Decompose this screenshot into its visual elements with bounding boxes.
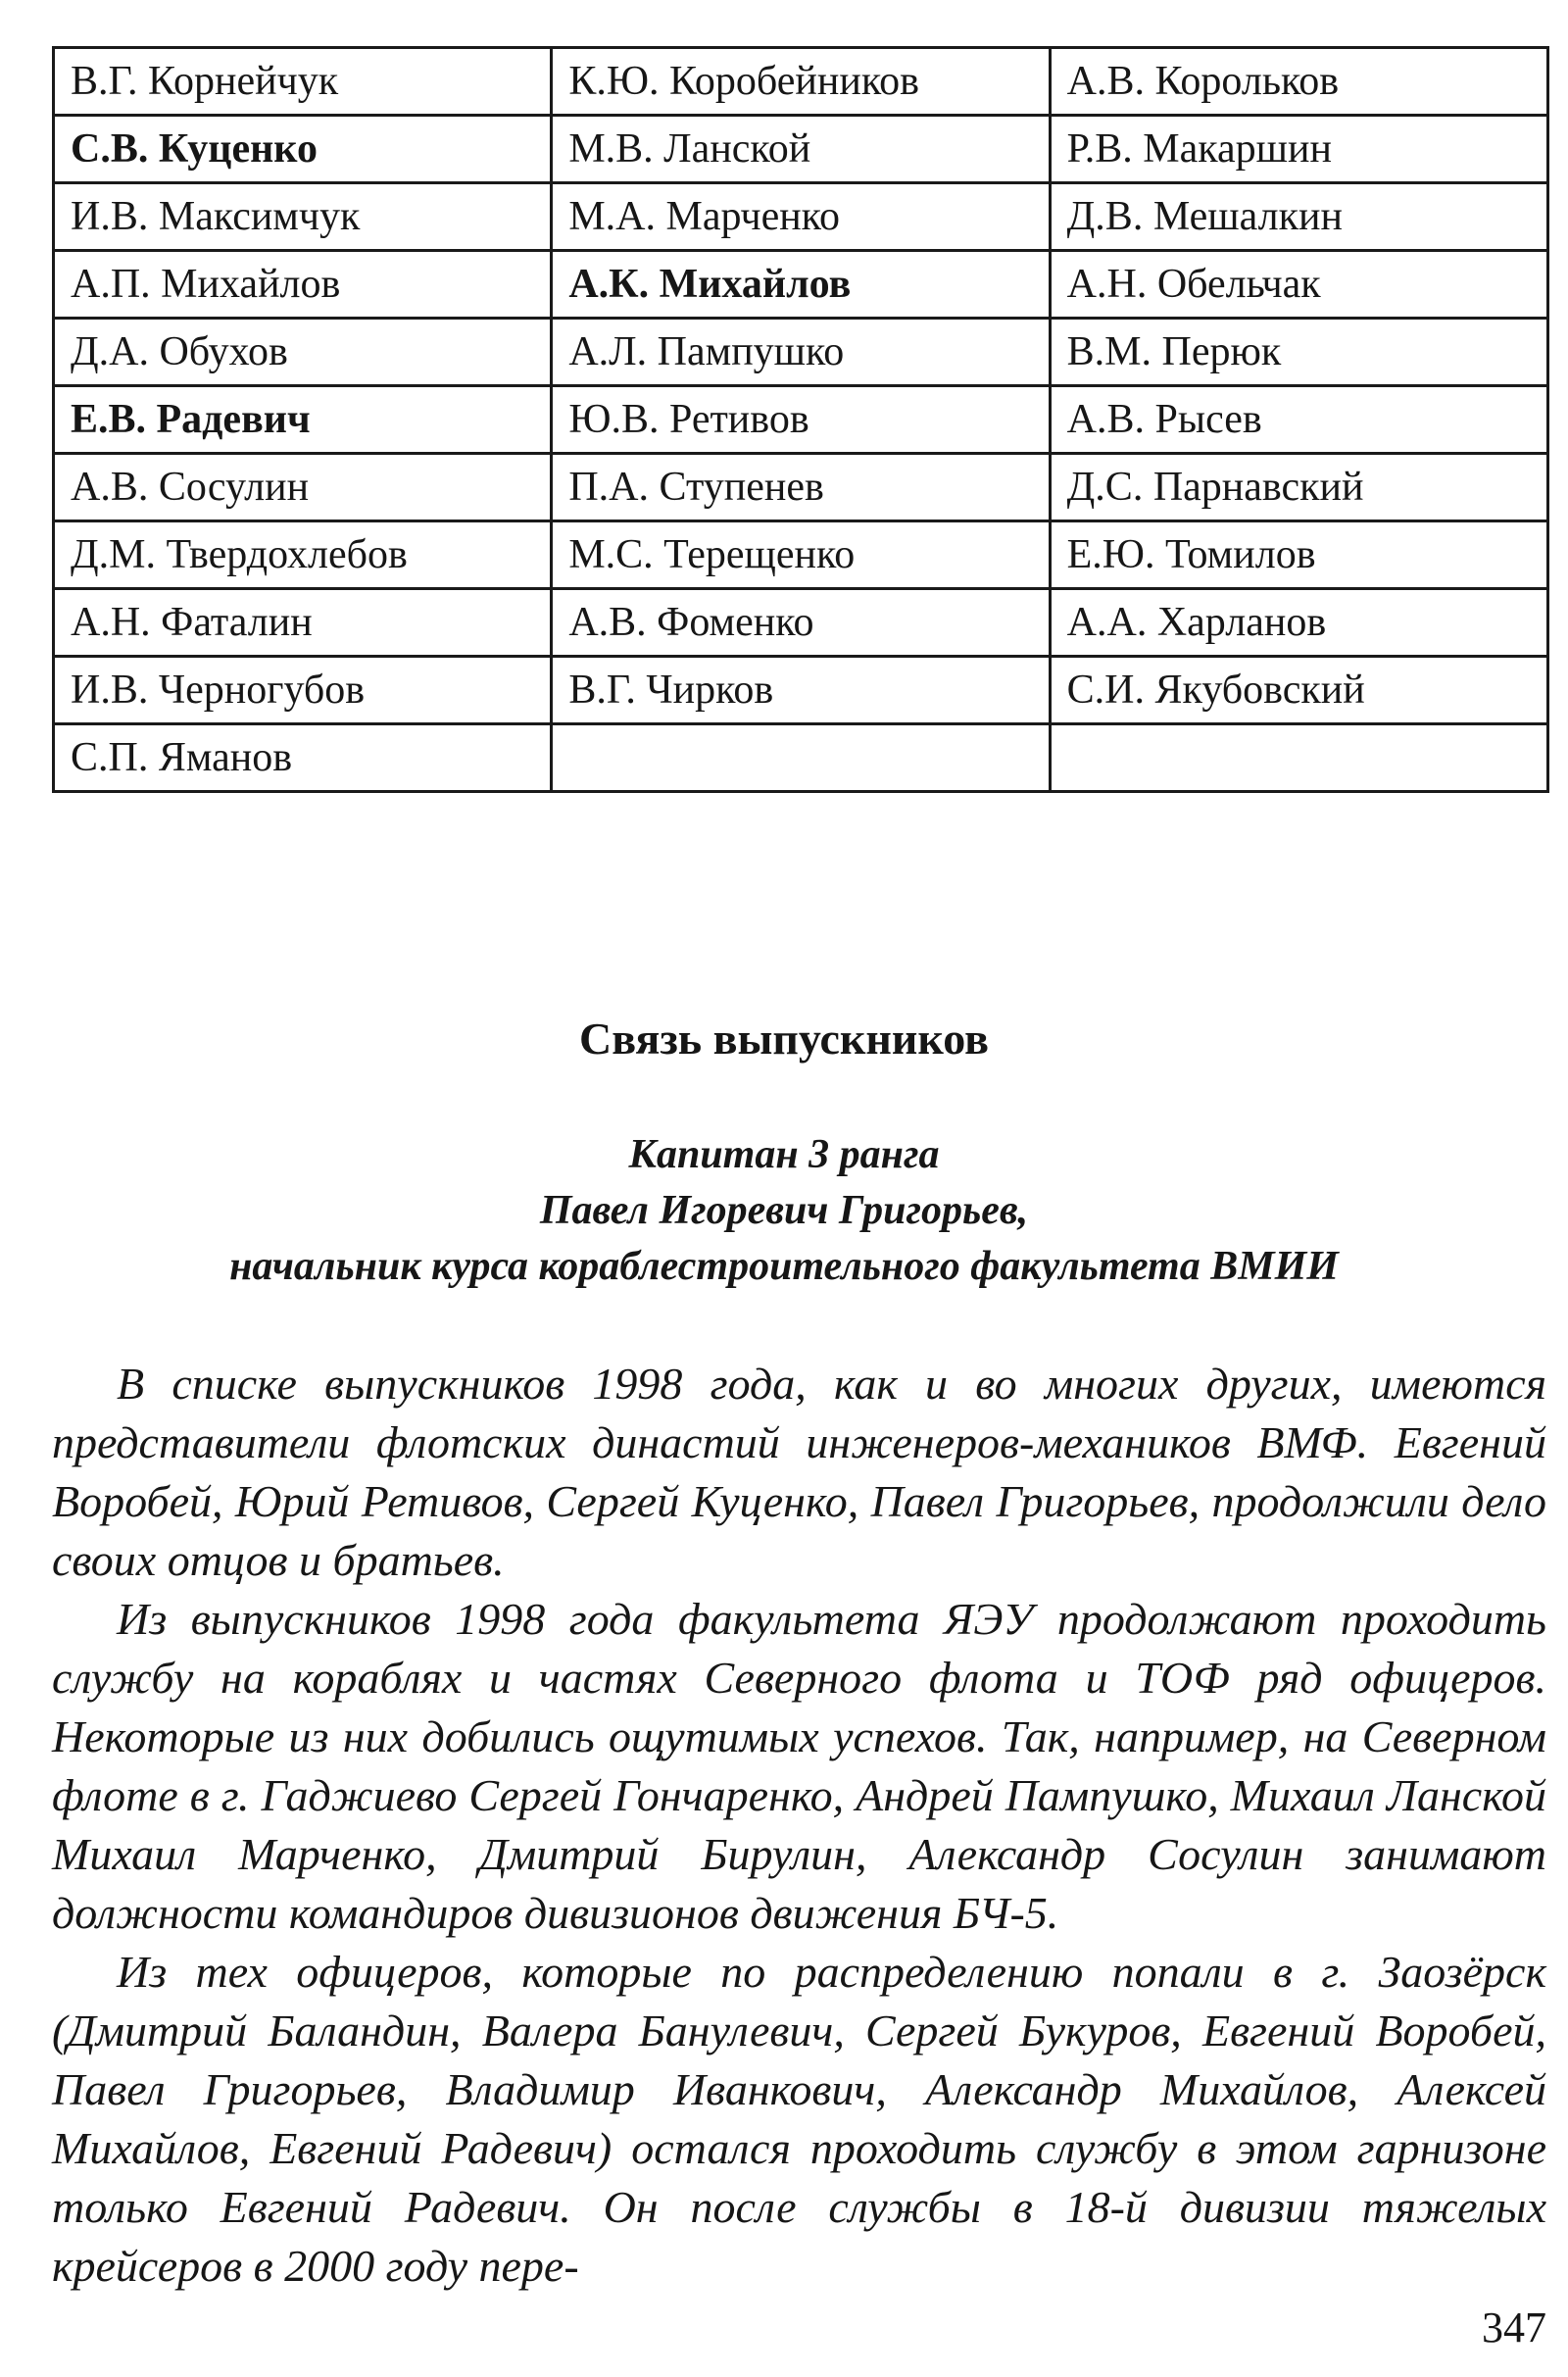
page-number: 347	[1482, 2303, 1546, 2352]
author-name: Павел Игоревич Григорьев,	[539, 1188, 1029, 1233]
table-cell: Д.А. Обухов	[54, 319, 552, 386]
table-cell: М.А. Марченко	[552, 183, 1050, 251]
table-row	[54, 386, 1548, 454]
paragraph: В списке выпускников 1998 года, как и во многих других, имеются представители флотских династий инженеров-механиков ВМФ. Евгений Воробей, Юрий Ретивов, Сергей Куценко, Павел Григорьев, продолжили дело своих отцов и братьев.	[52, 1359, 1546, 1585]
table-cell: С.П. Яманов	[54, 724, 552, 792]
table-cell: И.В. Максимчук	[54, 183, 552, 251]
table-row	[54, 183, 1548, 251]
table-cell: А.П. Михайлов	[54, 251, 552, 319]
table-cell: Д.С. Парнавский	[1050, 454, 1547, 521]
paragraph: Из тех офицеров, которые по распределению попали в г. Заозёрск (Дмитрий Баландин, Валера Банулевич, Сергей Букуров, Евгений Воробей, Павел Григорьев, Владимир Иванкович, Александр Михайлов, Алексей Михайлов, Евгений Радевич) остался проходить службу в этом гарнизоне только Евгений Радевич. Он после службы в 18-й дивизии тяжелых крейсеров в 2000 году пере-	[52, 1947, 1546, 2291]
article-body	[52, 1355, 1546, 2296]
table-cell: А.Н. Обельчак	[1050, 251, 1547, 319]
table-cell: А.В. Сосулин	[54, 454, 552, 521]
table-cell: Д.М. Твердохлебов	[54, 521, 552, 589]
table-cell: В.М. Перюк	[1050, 319, 1547, 386]
table-cell: А.Н. Фаталин	[54, 589, 552, 657]
table-cell: А.А. Харланов	[1050, 589, 1547, 657]
table-cell: В.Г. Чирков	[552, 657, 1050, 724]
table-row	[54, 251, 1548, 319]
table-cell: А.В. Корольков	[1050, 48, 1547, 116]
author-rank: Капитан 3 ранга	[628, 1132, 940, 1177]
table-row	[54, 657, 1548, 724]
author-byline	[0, 1127, 1568, 1295]
table-cell: В.Г. Корнейчук	[54, 48, 552, 116]
table-cell: А.В. Рысев	[1050, 386, 1547, 454]
author-position: начальник курса кораблестроительного факультета ВМИИ	[229, 1244, 1339, 1289]
table-cell: Е.Ю. Томилов	[1050, 521, 1547, 589]
table-row	[54, 319, 1548, 386]
table-cell: А.Л. Пампушко	[552, 319, 1050, 386]
table-row	[54, 589, 1548, 657]
table-cell: С.И. Якубовский	[1050, 657, 1547, 724]
table-cell	[1050, 724, 1547, 792]
table-cell: Р.В. Макаршин	[1050, 116, 1547, 183]
table-cell: А.К. Михайлов	[552, 251, 1050, 319]
table-row	[54, 724, 1548, 792]
table-cell: А.В. Фоменко	[552, 589, 1050, 657]
table-cell	[552, 724, 1050, 792]
table-row	[54, 116, 1548, 183]
table-cell: Д.В. Мешалкин	[1050, 183, 1547, 251]
table-cell: Ю.В. Ретивов	[552, 386, 1050, 454]
table-cell: М.С. Терещенко	[552, 521, 1050, 589]
table-cell: П.А. Ступенев	[552, 454, 1050, 521]
table-cell: С.В. Куценко	[54, 116, 552, 183]
table-row	[54, 48, 1548, 116]
table-row	[54, 521, 1548, 589]
table-cell: Е.В. Радевич	[54, 386, 552, 454]
table-cell: И.В. Черногубов	[54, 657, 552, 724]
table-row	[54, 454, 1548, 521]
graduates-names-table	[52, 46, 1549, 793]
table-cell: К.Ю. Коробейников	[552, 48, 1050, 116]
section-title: Связь выпускников	[578, 1014, 990, 1064]
table-cell: М.В. Ланской	[552, 116, 1050, 183]
paragraph: Из выпускников 1998 года факультета ЯЭУ продолжают проходить службу на кораблях и частях Северного флота и ТОФ ряд офицеров. Некоторые из них добились ощутимых успехов. Так, например, на Северном флоте в г. Гаджиево Сергей Гончаренко, Андрей Пампушко, Михаил Ланской Михаил Марченко, Дмитрий Бирулин, Александр Сосулин занимают должности командиров дивизионов движения БЧ-5.	[52, 1594, 1546, 1938]
